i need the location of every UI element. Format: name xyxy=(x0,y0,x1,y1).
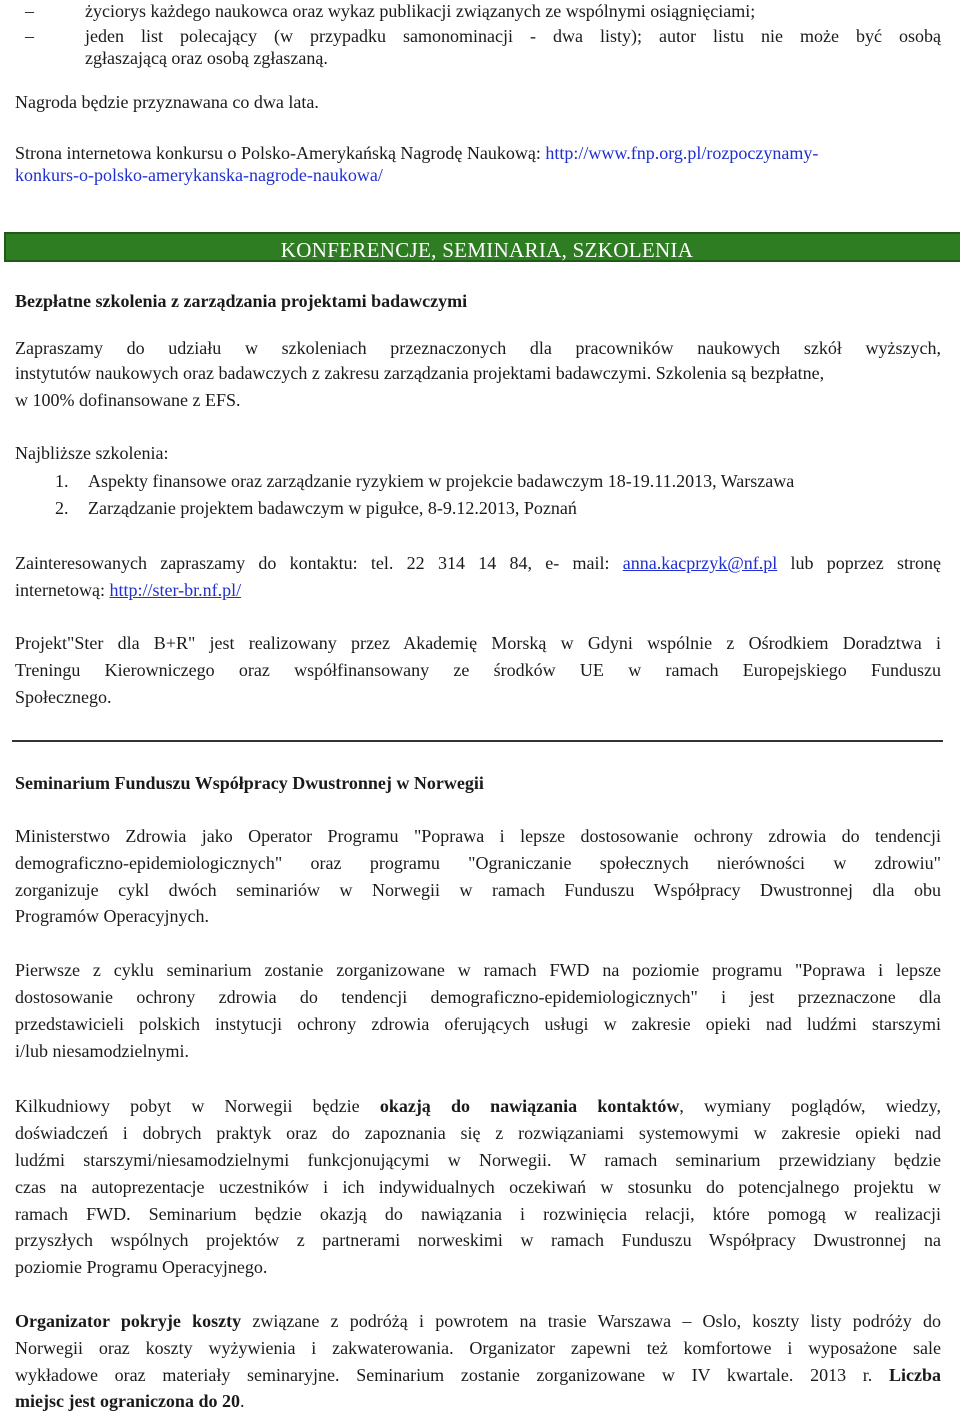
list-item-text: Zarządzanie projektem badawczym w pigułce, 8-9.12.2013, Poznań xyxy=(88,498,577,518)
text-run: wykładowe oraz materiały seminaryjne. Seminarium zostanie zorganizowane w IV kwartale. 2013 r. xyxy=(15,1365,873,1385)
email-link[interactable]: anna.kacprzyk@nf.pl xyxy=(622,553,778,573)
training-intro: w 100% dofinansowane z EFS. xyxy=(15,390,241,410)
contact-text: Zainteresowanych zapraszamy do kontaktu: tel. 22 314 14 84, e- mail: xyxy=(15,553,610,573)
paragraph-line xyxy=(15,1388,941,1415)
paragraph-line xyxy=(15,1362,941,1389)
paragraph-line: Ministerstwo Zdrowia jako Operator Programu "Poprawa i lepsze dostosowanie ochrony zdrowia do tendencji xyxy=(15,826,941,846)
website-link[interactable]: http://ster-br.nf.pl/ xyxy=(109,580,242,600)
list-number: 1. xyxy=(55,471,69,491)
paragraph-line xyxy=(15,1308,941,1335)
dash-bullet: – xyxy=(25,1,34,21)
contest-website-link-continuation[interactable]: konkurs-o-polsko-amerykanska-nagrode-naukowa/ xyxy=(15,165,383,185)
list-item-continuation xyxy=(15,45,941,72)
paragraph-line: zorganizuje cykl dwóch seminariów w Norwegii w ramach Funduszu Współpracy Dwustronnej dla obu xyxy=(15,880,941,900)
paragraph-line: poziomie Programu Operacyjnego. xyxy=(15,1257,268,1277)
project-text: Projekt"Ster dla B+R" jest realizowany przez Akademię Morską w Gdyni wspólnie z Ośrodkiem Doradztwa i xyxy=(15,633,941,653)
section-banner: KONFERENCJE, SEMINARIA, SZKOLENIA xyxy=(4,232,960,262)
paragraph-line: ramach FWD. Seminarium będzie okazją do nawiązania i rozwinięcia relacji, które pomogą w realizacji xyxy=(15,1204,941,1224)
paragraph-line: Programów Operacyjnych. xyxy=(15,906,209,926)
list-item xyxy=(15,468,941,495)
paragraph-line: Pierwsze z cyklu seminarium zostanie zorganizowane w ramach FWD na poziomie programu "Poprawa i lepsze xyxy=(15,960,941,980)
paragraph-line: ludźmi starszymi/niesamodzielnymi funkcjonującymi w Norwegii. W ramach seminarium przewidziany będzie xyxy=(15,1150,941,1170)
text-run: . xyxy=(239,1391,245,1411)
award-note: Nagroda będzie przyznawana co dwa lata. xyxy=(15,92,319,112)
list-item xyxy=(15,0,941,25)
text-run: Kilkudniowy pobyt w Norwegii będzie xyxy=(15,1096,360,1116)
list-number: 2. xyxy=(55,498,69,518)
project-text: Treningu Kierowniczego oraz współfinansowany ze środków UE w ramach Europejskiego Funduszu xyxy=(15,660,941,680)
project-text: Społecznego. xyxy=(15,687,112,707)
website-prefix: Strona internetowa konkursu o Polsko-Amerykańską Nagrodę Naukową: xyxy=(15,143,541,163)
section-divider xyxy=(12,740,943,742)
paragraph-line: przedstawicieli polskich instytucji ochrony zdrowia oferujących usługi w zakresie opieki nad ludźmi starszymi xyxy=(15,1014,941,1034)
contact-line xyxy=(15,550,941,577)
paragraph-line: przyszłych wspólnych projektów z partnerami norweskimi w ramach Funduszu Współpracy Dwustronnej na xyxy=(15,1230,941,1250)
bold-text-run: Liczba xyxy=(889,1365,942,1385)
paragraph-line xyxy=(15,1093,941,1120)
text-run: związane z podróżą i powrotem na trasie Warszawa – Oslo, koszty listy podróży do xyxy=(252,1311,942,1331)
dash-bullet: – xyxy=(25,26,34,46)
contact-line-continuation xyxy=(15,577,941,604)
training-intro: Zapraszamy do udziału w szkoleniach przeznaczonych dla pracowników naukowych szkół wyższych, xyxy=(15,338,941,358)
contact-site-label: internetową: xyxy=(15,580,105,600)
list-item-text: zgłaszającą oraz osobą zgłaszaną. xyxy=(85,48,328,68)
paragraph-line: Norwegii oraz koszty wyżywienia i zakwaterowania. Organizator zapewni też komfortowe i wyposażone sale xyxy=(15,1338,941,1358)
paragraph-line: czas na autoprezentacje uczestników i ich indywidualnych oczekiwań w stosunku do potencjalnego projektu w xyxy=(15,1177,941,1197)
training-heading: Bezpłatne szkolenia z zarządzania projektami badawczymi xyxy=(15,291,468,311)
upcoming-label: Najbliższe szkolenia: xyxy=(15,443,169,463)
list-item xyxy=(15,495,941,522)
seminar-heading: Seminarium Funduszu Współpracy Dwustronnej w Norwegii xyxy=(15,773,484,793)
training-intro: instytutów naukowych oraz badawczych z zakresu zarządzania projektami badawczymi. Szkolenia są bezpłatne, xyxy=(15,363,825,383)
website-line-continuation xyxy=(15,162,941,189)
bold-text-run: Organizator pokryje koszty xyxy=(15,1311,242,1331)
bold-text-run: okazją do nawiązania kontaktów xyxy=(379,1096,680,1116)
contact-text: lub poprzez stronę xyxy=(790,553,942,573)
paragraph-line: i/lub niesamodzielnymi. xyxy=(15,1041,189,1061)
paragraph-line: demograficzno-epidemiologicznych" oraz programu "Ograniczanie społecznych nierówności w zdrowiu" xyxy=(15,853,941,873)
list-item-text: życiorys każdego naukowca oraz wykaz publikacji związanych ze wspólnymi osiągnięciami; xyxy=(85,1,756,21)
bold-text-run: miejsc jest ograniczona do 20 xyxy=(15,1391,240,1411)
paragraph-line: dostosowanie ochrony zdrowia do tendencji demograficzno-epidemiologicznych" i jest przeznaczone dla xyxy=(15,987,941,1007)
text-run: , wymiany poglądów, wiedzy, xyxy=(679,1096,942,1116)
list-item-text: Aspekty finansowe oraz zarządzanie ryzykiem w projekcie badawczym 18-19.11.2013, Warszawa xyxy=(88,471,795,491)
paragraph-line: doświadczeń i dobrych praktyk oraz do zapoznania się z rozwiązaniami systemowymi w zakresie opieki nad xyxy=(15,1123,941,1143)
contest-website-link[interactable]: http://www.fnp.org.pl/rozpoczynamy- xyxy=(545,143,819,163)
list-item-text: jeden list polecający (w przypadku samonominacji - dwa listy); autor listu nie może być osobą xyxy=(85,26,941,46)
